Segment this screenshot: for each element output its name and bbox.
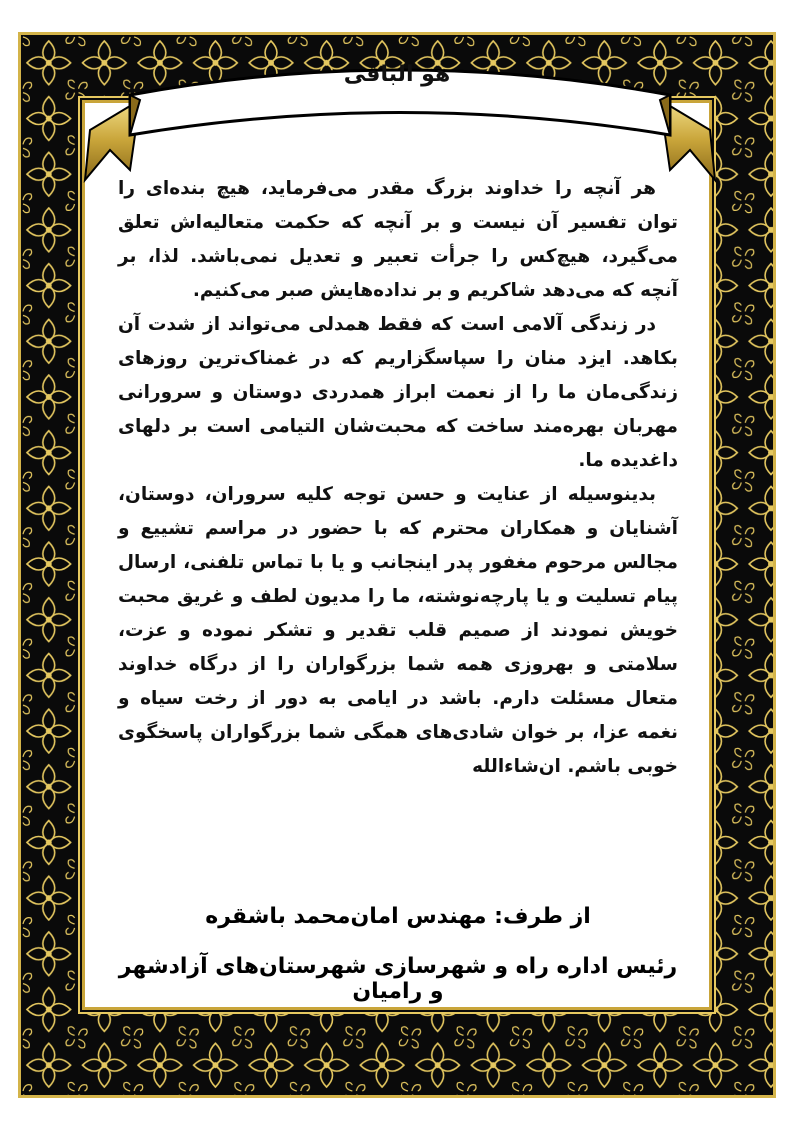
message-body: [118, 172, 678, 784]
paragraph-3: بدینوسیله از عنایت و حسن توجه کلیه سروران، دوستان، آشنایان و همکاران محترم که با حضور در مراسم تشییع و مجالس مرحوم مغفور پدر اینجانب و یا با تماس تلفنی، ارسال پیام تسلیت و یا پارچه‌نوشته، ما را مدیون لطف و غریق محبت خویش نمودند از صمیم قلب تقدیر و تشکر نموده و عزت، سلامتی و بهروزی همه شما بزرگواران را از درگاه خداوند متعال مسئلت دارم. باشد در ایامی به دور از رخت سیاه و نغمه عزا، بر خوان شادی‌های همگی شما بزرگواران پاسخگوی خوبی باشم. ان‌شاءالله: [118, 484, 678, 777]
paragraph-2: در زندگی آلامی است که فقط همدلی می‌تواند از شدت آن بکاهد. ایزد منان را سپاسگزاریم که در غمناک‌ترین روزهای زندگی‌مان ما را از نعمت ابراز همدردی دوستان و سرورانی مهربان بهره‌مند ساخت که محبت‌شان التیامی است بر دلهای داغدیده ما.: [118, 314, 678, 471]
signature-position: رئیس اداره راه و شهرسازی شهرستان‌های آزادشهر و رامیان: [118, 954, 678, 1004]
page-title: هو الباقی: [343, 62, 451, 87]
paragraph-1: هر آنچه را خداوند بزرگ مقدر می‌فرماید، هیچ بنده‌ای را توان تفسیر آن نیست و بر آنچه که حکمت متعالیه‌اش تعلق می‌گیرد، هیچ‌کس را جرأت تعبیر و تعدیل نمی‌باشد. لذا، بر آنچه که می‌دهد شاکریم و بر نداده‌هایش صبر می‌کنیم.: [118, 178, 678, 301]
signature-from: از طرف: مهندس امان‌محمد باشقره: [205, 904, 591, 929]
